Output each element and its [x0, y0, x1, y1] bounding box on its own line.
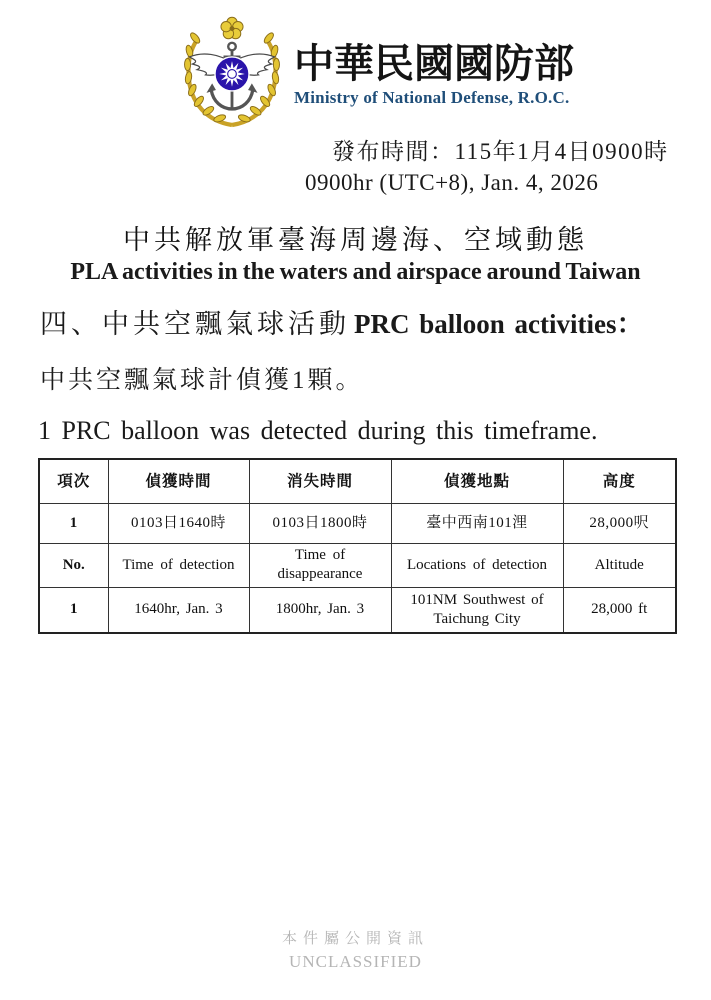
release-time-zh: 發布時間：115年1月4日0900時	[332, 139, 669, 164]
org-name-zh: 中華民國國防部	[294, 41, 574, 86]
table-cell: 0103日1640時	[108, 503, 249, 543]
summary-zh: 中共空飄氣球計偵獲1顆。	[40, 367, 364, 394]
section-heading-en: PRC balloon activities	[354, 309, 617, 339]
release-time-en: 0900hr (UTC+8), Jan. 4, 2026	[305, 170, 599, 195]
table-cell: 偵獲時間	[108, 459, 249, 503]
table-cell: 28,000呎	[563, 503, 676, 543]
table-cell: 1800hr, Jan. 3	[249, 587, 391, 633]
masthead	[180, 12, 574, 134]
table-cell: Altitude	[563, 543, 676, 587]
balloon-activity-table	[38, 458, 677, 634]
classification-footer	[0, 927, 711, 972]
table-row-data-en	[39, 587, 676, 633]
doc-title-zh: 中共解放軍臺海周邊海、空域動態	[123, 225, 588, 255]
table-cell: 0103日1800時	[249, 503, 391, 543]
table-cell: 1	[39, 587, 108, 633]
table-cell: 高度	[563, 459, 676, 503]
classification-zh: 本件屬公開資訊	[281, 931, 429, 947]
org-name-en: Ministry of National Defense, R.O.C.	[294, 88, 570, 107]
doc-title-en: PLA activities in the waters and airspace around Taiwan	[70, 259, 641, 285]
table-row-header-en	[39, 543, 676, 587]
doc-title	[0, 218, 711, 286]
table-cell: 28,000 ft	[563, 587, 676, 633]
table-cell: Time of detection	[108, 543, 249, 587]
table-row-header-zh	[39, 459, 676, 503]
org-name-block	[294, 41, 574, 108]
table-cell: No.	[39, 543, 108, 587]
section-heading	[40, 302, 644, 341]
table-cell: 1	[39, 503, 108, 543]
table-cell: 臺中西南101浬	[391, 503, 563, 543]
table-cell: 消失時間	[249, 459, 391, 503]
table-cell: 項次	[39, 459, 108, 503]
section-heading-zh: 四、中共空飄氣球活動	[40, 309, 350, 339]
plum-blossom-icon	[221, 17, 243, 39]
sun-disc-icon	[215, 57, 249, 91]
table-row-data-zh	[39, 503, 676, 543]
table-cell: Locations of detection	[391, 543, 563, 587]
table-cell: Time of disappearance	[249, 543, 391, 587]
table-cell: 101NM Southwest of Taichung City	[391, 587, 563, 633]
summary-en: 1 PRC balloon was detected during this timeframe.	[38, 416, 598, 445]
table-cell: 1640hr, Jan. 3	[108, 587, 249, 633]
classification-en: UNCLASSIFIED	[289, 952, 422, 971]
table-cell: 偵獲地點	[391, 459, 563, 503]
release-info	[305, 136, 669, 198]
mnd-emblem-icon	[180, 12, 284, 134]
section-heading-colon: ：	[616, 309, 644, 339]
